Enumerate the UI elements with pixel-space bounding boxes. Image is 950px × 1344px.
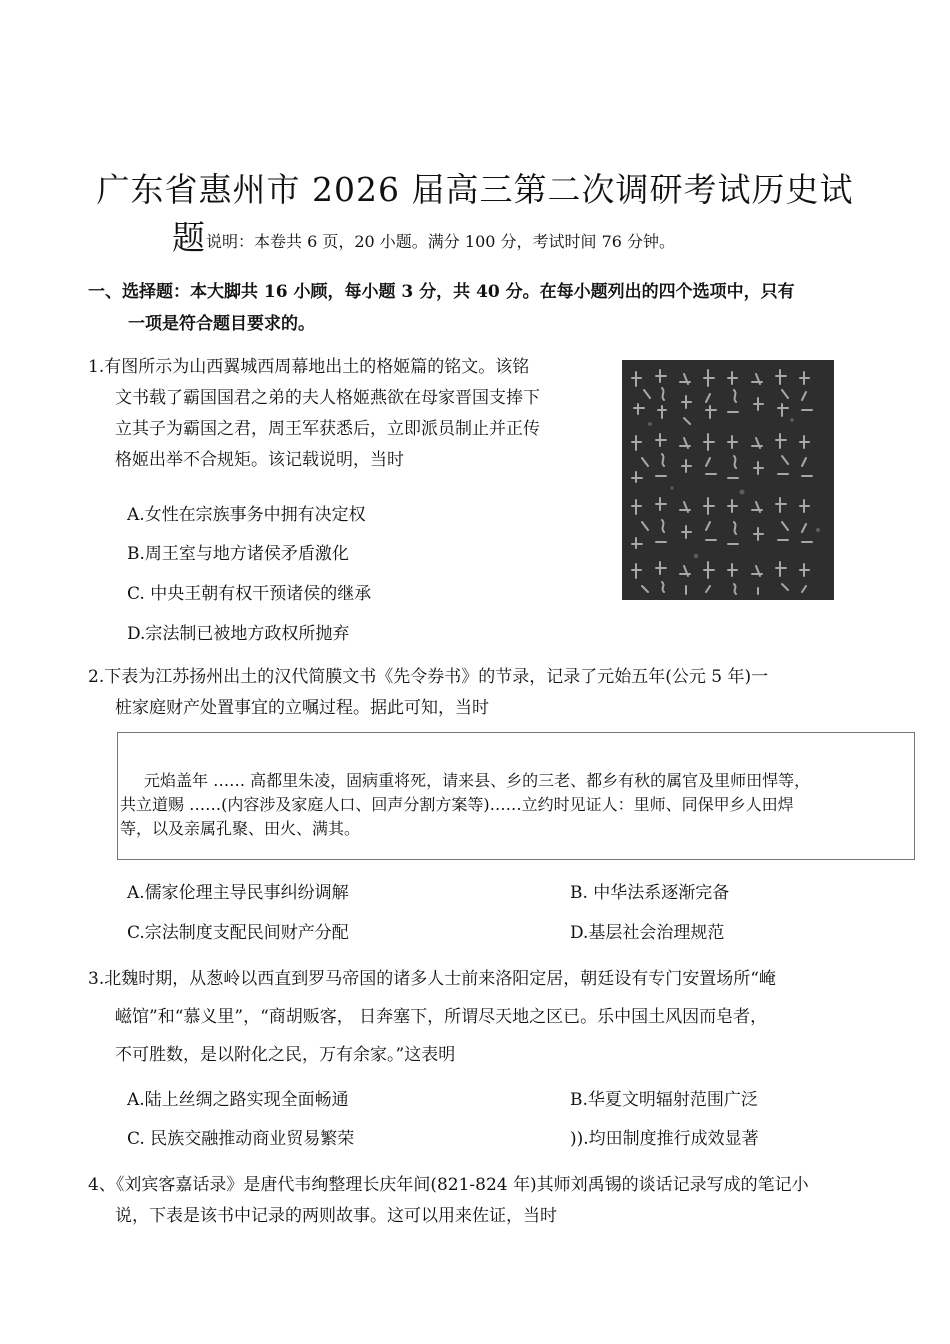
question-2-line1: 2.下表为江苏扬州出土的汉代简膜文书《先令券书》的节录，记录了元始五年(公元 5 年)一 xyxy=(88,667,769,687)
question-1-option-c: C. 中央王朝有权干预诸侯的继承 xyxy=(127,584,372,604)
question-3-option-d: )).均田制度推行成效显著 xyxy=(570,1129,759,1149)
question-1-option-b: B.周王室与地方诸侯矛盾激化 xyxy=(127,544,349,564)
page-title: 广东省惠州市 2026 届高三第二次调研考试历史试 xyxy=(96,170,854,209)
section-heading-line1: 一、选择题：本大脚共 16 小顾，每小题 3 分，共 40 分。在每小题列出的四个选项中，只有 xyxy=(88,282,795,302)
bronze-inscription-image xyxy=(622,360,834,600)
excerpt-line3: 等，以及亲属孔聚、田火、满其。 xyxy=(120,819,361,838)
question-1-option-a: A.女性在宗族事务中拥有决定权 xyxy=(127,505,366,525)
question-2-option-b: B. 中华法系逐渐完备 xyxy=(570,883,730,903)
question-2-line2: 桩家庭财产处置事宜的立嘱过程。据此可知，当时 xyxy=(115,698,489,718)
question-4-line2: 说，下表是该书中记录的两则故事。这可以用来佐证，当时 xyxy=(115,1206,557,1226)
question-2-stem xyxy=(88,662,848,724)
question-1-option-d: D.宗法制已被地方政权所抛弃 xyxy=(127,624,350,644)
exam-notes: 说明：本卷共 6 页，20 小题。满分 100 分，考试时间 76 分钟。 xyxy=(206,232,676,251)
question-3-line3: 不可胜数，是以附化之民，万有余家。”这表明 xyxy=(115,1045,456,1065)
question-2-option-d: D.基层社会治理规范 xyxy=(570,923,725,943)
question-1-line2: 文书载了霸国国君之弟的夫人格姬燕欲在母家晋国支捧下 xyxy=(115,388,540,408)
excerpt-line2: 共立道赐 ……(内容涉及家庭人口、回声分割方案等)……立约时见证人：里师、同保甲乡人田焊 xyxy=(120,795,794,814)
page-title-continued: 题 xyxy=(172,218,205,257)
section-heading-line2: 一项是符合题目要求的。 xyxy=(128,314,315,334)
question-1-stem xyxy=(88,352,583,476)
question-3-option-a: A.陆上丝绸之路实现全面畅通 xyxy=(127,1090,349,1110)
question-3-line1: 3.北魏时期，从葱岭以西直到罗马帝国的诸多人士前来洛阳定居，朝廷设有专门安置场所“崦 xyxy=(88,969,776,989)
question-1-line3: 立其子为霸国之君，周王军获悉后，立即派员制止并正传 xyxy=(115,419,540,439)
question-3-line2: 嵫馆”和“慕义里”，“商胡贩客， 日奔塞下，所谓尽天地之区已。乐中国土风因而皂者， xyxy=(115,1007,768,1027)
question-4-stem xyxy=(88,1170,848,1232)
question-3-option-b: B.华夏文明辐射范围广泛 xyxy=(570,1090,758,1110)
question-3-option-c: C. 民族交融推动商业贸易繁荣 xyxy=(127,1129,355,1149)
excerpt-line1: 元焰盖年 …… 高都里朱凌，固病重将死，请来县、乡的三老、都乡有秋的属官及里师田悍等， xyxy=(144,771,811,790)
question-1-line4: 格姬出举不合规矩。该记载说明，当时 xyxy=(115,450,404,470)
question-2-document-excerpt xyxy=(117,732,915,860)
question-3-stem xyxy=(88,960,848,1074)
question-1-line1: 1.有图所示为山西翼城西周幕地出土的格姬篇的铭文。该铭 xyxy=(88,357,530,377)
question-2-option-c: C.宗法制度支配民间财产分配 xyxy=(127,923,349,943)
section-heading xyxy=(88,276,848,340)
question-4-line1: 4、《刘宾客嘉话录》是唐代韦绚整理长庆年间(821-824 年)其师刘禹锡的谈话记录写成的笔记小 xyxy=(88,1175,809,1195)
inscription-rubbing-texture xyxy=(622,360,834,600)
question-2-option-a: A.儒家伦理主导民事纠纷调解 xyxy=(127,883,349,903)
